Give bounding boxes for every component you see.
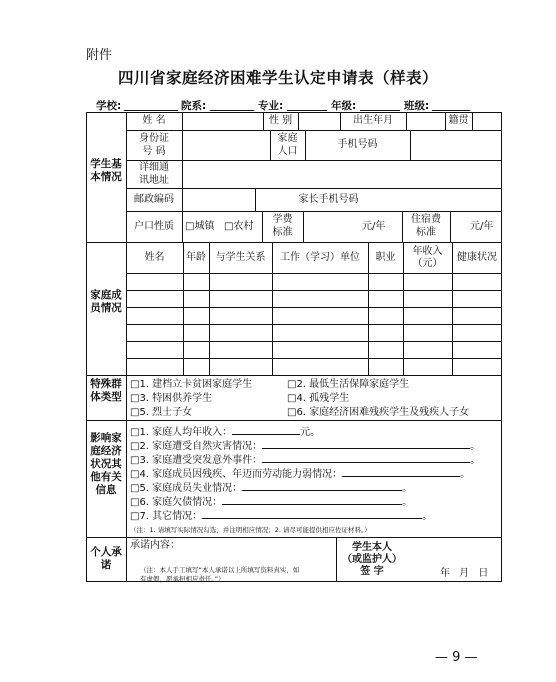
divider xyxy=(450,211,451,242)
tuition-label-2: 标准 xyxy=(272,227,293,238)
factor-unemployment-field[interactable] xyxy=(242,481,402,491)
promise-content-label: 承诺内容： xyxy=(130,540,180,551)
factor-other-label: □7. 其它情况： xyxy=(130,511,203,522)
special-section-label: 特殊群体类型 xyxy=(90,378,122,403)
idcard-label-2: 号 码 xyxy=(142,146,166,157)
sign-label-3: 签 字 xyxy=(360,566,384,577)
family-section-label: 家庭成员情况 xyxy=(90,289,122,314)
promise-section-label: 个人承诺 xyxy=(90,546,122,571)
page-number: — 9 — xyxy=(435,650,478,665)
factor-accident-label: □3. 家庭遭受突发意外事件： xyxy=(130,455,263,466)
tuition-unit: 元/年 xyxy=(362,221,386,232)
special-option-5[interactable]: □5. 烈士子女 xyxy=(130,407,193,418)
rural-checkbox[interactable]: □农村 xyxy=(224,221,254,232)
family-header-occupation: 职业 xyxy=(375,252,396,263)
divider xyxy=(86,537,502,538)
postcode-label: 邮政编码 xyxy=(134,194,174,205)
factor-debt-end: 。 xyxy=(402,497,413,508)
factor-other[interactable] xyxy=(130,509,432,523)
factor-unemployment-label: □5. 家庭成员失业情况： xyxy=(130,483,243,494)
grade-label: 年级: xyxy=(331,100,357,112)
factor-income-label: □1. 家庭人均年收入： xyxy=(130,427,233,438)
college-field[interactable] xyxy=(210,110,254,111)
signature-field[interactable] xyxy=(410,548,498,566)
hukou-type-label: 户口性质 xyxy=(134,221,174,232)
factor-accident-field[interactable] xyxy=(262,453,470,463)
annex-label: 附件 xyxy=(86,48,113,63)
address-label-2: 讯地址 xyxy=(139,175,169,186)
phone-label: 手机号码 xyxy=(337,139,378,150)
board-label: 住宿费 xyxy=(411,214,441,225)
factor-disaster-field[interactable] xyxy=(262,439,470,449)
factor-disability-field[interactable] xyxy=(342,467,460,477)
promise-note-2: 有虚假，愿承担相应责任。”） xyxy=(140,575,225,583)
factor-income-unit: 元。 xyxy=(300,427,321,438)
sign-label-1: 学生本人 xyxy=(352,542,392,553)
family-header-name: 姓名 xyxy=(144,252,165,263)
factor-disability-end: 。 xyxy=(460,469,471,480)
divider xyxy=(410,130,411,160)
hukou-count-label: 家庭 xyxy=(277,133,298,144)
college-label: 院系: xyxy=(181,100,207,112)
divider xyxy=(86,420,502,421)
board-label-2: 标准 xyxy=(416,227,436,238)
family-header-age: 年龄 xyxy=(186,252,206,263)
family-header-workplace: 工作（学习）单位 xyxy=(280,252,360,263)
native-label: 籍贯 xyxy=(448,115,469,126)
board-unit: 元/年 xyxy=(470,221,494,232)
tuition-label: 学费 xyxy=(272,214,293,225)
factor-income[interactable] xyxy=(130,425,320,439)
major-field[interactable] xyxy=(287,110,327,111)
grade-field[interactable] xyxy=(360,110,400,111)
school-label: 学校: xyxy=(96,100,122,112)
factor-unemployment[interactable] xyxy=(130,481,412,495)
factor-debt-field[interactable] xyxy=(222,495,402,505)
address-label: 详细通 xyxy=(139,162,169,173)
divider xyxy=(303,211,304,242)
special-option-6[interactable]: □6. 家庭经济困难残疾学生及残疾人子女 xyxy=(287,407,470,418)
factor-disaster-end: 。 xyxy=(470,441,481,452)
sign-date: 年 月 日 xyxy=(440,568,489,579)
major-label: 专业: xyxy=(258,100,284,112)
idcard-label: 身份证 xyxy=(139,133,169,144)
divider xyxy=(406,112,407,130)
divider xyxy=(86,375,502,376)
sign-label-2: （或监护人） xyxy=(342,554,402,565)
birth-label: 出生年月 xyxy=(353,115,393,126)
factor-debt-label: □6. 家庭欠债情况： xyxy=(130,497,223,508)
special-option-4[interactable]: □4. 孤残学生 xyxy=(287,393,350,404)
class-label: 班级: xyxy=(404,100,430,112)
special-option-2[interactable]: □2. 最低生活保障家庭学生 xyxy=(287,379,410,390)
special-option-1[interactable]: □1. 建档立卡贫困家庭学生 xyxy=(130,379,253,390)
urban-checkbox[interactable]: □城镇 xyxy=(185,221,215,232)
divider xyxy=(182,112,183,242)
form-title: 四川省家庭经济困难学生认定申请表（样表） xyxy=(117,69,438,87)
factor-debt[interactable] xyxy=(130,495,412,509)
family-header-health: 健康状况 xyxy=(457,252,497,263)
hukou-count-label-2: 人口 xyxy=(277,146,298,157)
factor-disaster-label: □2. 家庭遭受自然灾害情况： xyxy=(130,441,263,452)
factors-note: （注：1. 请填写实际情况勾选，并注明相应情况；2. 请尽可能提供相应佐证材料。） xyxy=(130,526,371,534)
promise-note-1: （注：本人手工填写“本人承诺以上所填写资料真实，如 xyxy=(140,566,300,574)
factor-other-end: 。 xyxy=(422,511,433,522)
factor-disaster[interactable] xyxy=(130,439,480,453)
special-option-3[interactable]: □3. 特困供养学生 xyxy=(130,393,213,404)
factor-accident-end: 。 xyxy=(470,455,481,466)
factor-unemployment-end: 。 xyxy=(402,483,413,494)
factor-income-field[interactable] xyxy=(232,425,300,435)
school-field[interactable] xyxy=(124,110,178,111)
factor-other-field[interactable] xyxy=(202,509,422,519)
divider xyxy=(86,242,502,243)
student-section-label: 学生基本情况 xyxy=(90,158,122,183)
class-field[interactable] xyxy=(432,110,470,111)
factor-disability[interactable] xyxy=(130,467,470,481)
gender-label: 性 别 xyxy=(268,115,293,126)
parent-phone-label: 家长手机号码 xyxy=(298,194,359,205)
factors-section-label: 影响家庭经济状况其他有关信息 xyxy=(90,432,122,496)
family-header-income: 年收入（元） xyxy=(412,246,443,269)
factor-disability-label: □4. 家庭成员因残疾、年迈而劳动能力弱情况： xyxy=(130,469,343,480)
divider xyxy=(298,112,299,130)
name-label: 姓 名 xyxy=(142,115,166,126)
divider xyxy=(472,112,473,130)
family-header-relation: 与学生关系 xyxy=(215,252,266,263)
factor-accident[interactable] xyxy=(130,453,480,467)
